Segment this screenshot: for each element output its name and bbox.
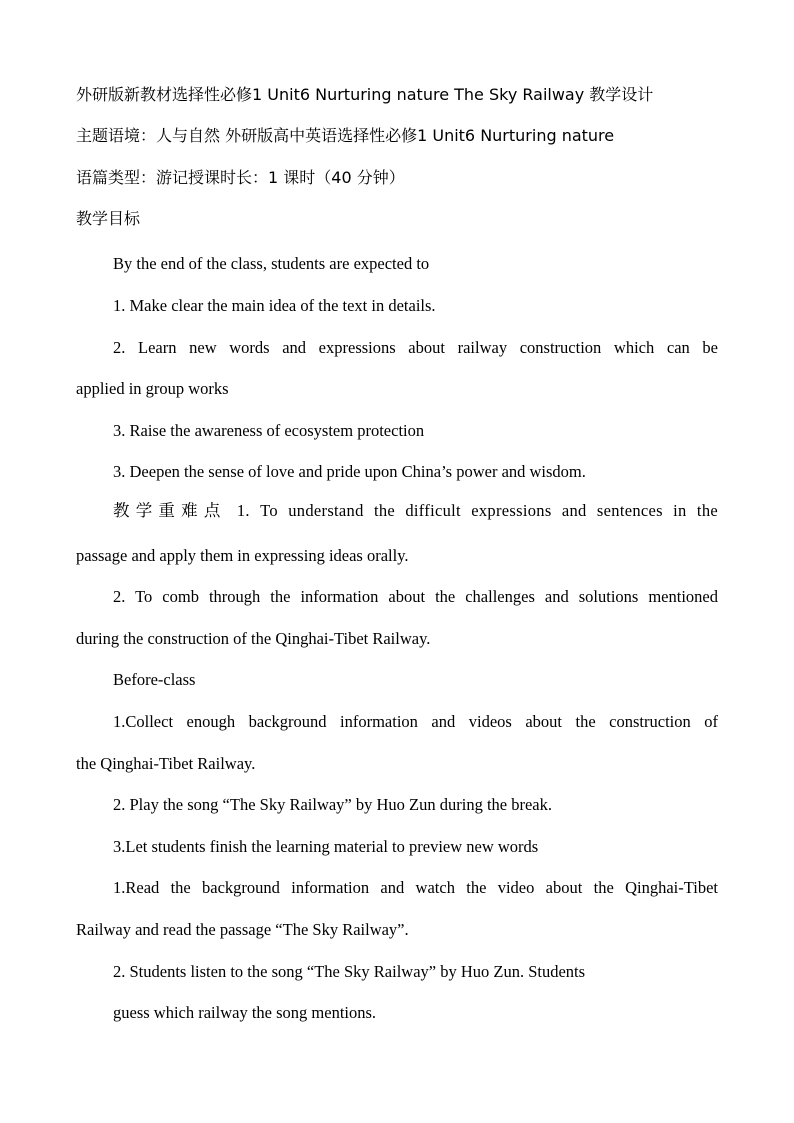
student-step: 2. Students listen to the song “The Sky Railway” by Huo Zun. Students [113, 962, 586, 981]
before-class-item: 3.Let students finish the learning material to preview new words [113, 837, 539, 856]
student-step-continued: Railway and read the passage “The Sky Railway”. [76, 920, 409, 939]
text-type-duration: 语篇类型：游记授课时长：1 课时（40 分钟） [76, 168, 405, 187]
before-class-item-continued: the Qinghai-Tibet Railway. [76, 754, 256, 773]
key-points-line: 教学重难点 1. To understand the difficult expressions and sentences in the [113, 501, 718, 520]
objective-item: 2. Learn new words and expressions about railway construction which can be [113, 338, 718, 357]
before-class-heading: Before-class [113, 670, 196, 689]
objectives-intro: By the end of the class, students are expected to [113, 254, 430, 273]
student-step-continued: guess which railway the song mentions. [113, 1003, 377, 1022]
before-class-item: 1.Collect enough background information and videos about the construction of [113, 712, 718, 731]
objectives-heading: 教学目标 [76, 209, 141, 228]
objective-item: 1. Make clear the main idea of the text in details. [113, 296, 436, 315]
before-class-item: 2. Play the song “The Sky Railway” by Huo Zun during the break. [113, 795, 552, 814]
objective-item-continued: applied in group works [76, 379, 229, 398]
theme-context: 主题语境：人与自然 外研版高中英语选择性必修1 Unit6 Nurturing nature [76, 126, 615, 145]
objective-item: 3. Raise the awareness of ecosystem protection [113, 421, 425, 440]
student-step: 1.Read the background information and watch the video about the Qinghai-Tibet [113, 878, 718, 897]
objective-item: 3. Deepen the sense of love and pride upon China’s power and wisdom. [113, 462, 586, 481]
document-title: 外研版新教材选择性必修1 Unit6 Nurturing nature The Sky Railway 教学设计 [76, 85, 654, 104]
key-points-line: passage and apply them in expressing ideas orally. [76, 546, 409, 565]
key-points-line: 2. To comb through the information about the challenges and solutions mentioned [113, 587, 718, 606]
key-points-line: during the construction of the Qinghai-Tibet Railway. [76, 629, 431, 648]
